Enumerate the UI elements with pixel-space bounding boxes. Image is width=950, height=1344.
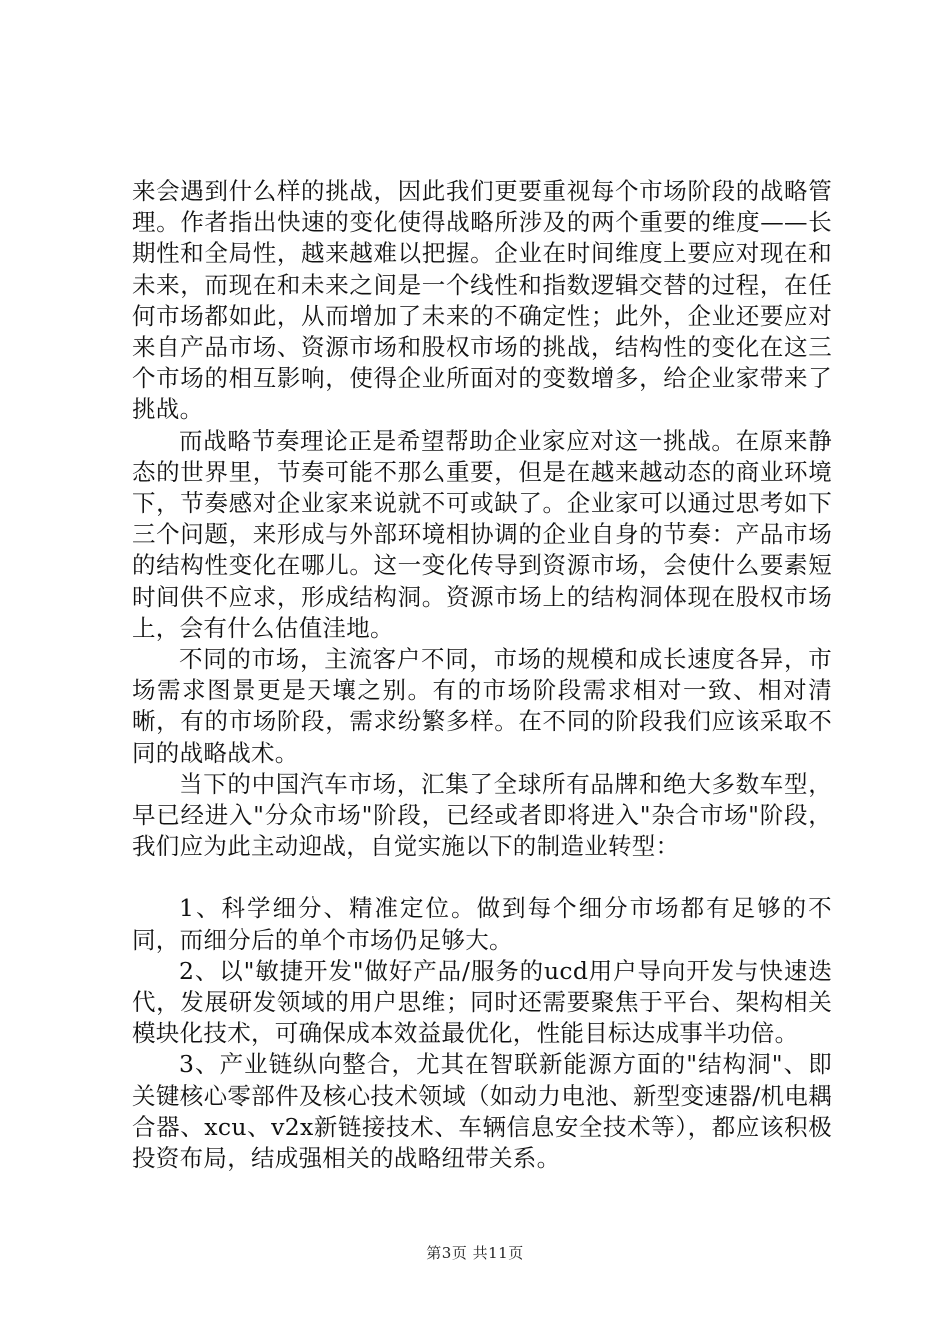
paragraph-spacer <box>132 862 832 893</box>
paragraph: 不同的市场，主流客户不同，市场的规模和成长速度各异，市场需求图景更是天壤之别。有的市场阶段需求相对一致、相对清晰，有的市场阶段，需求纷繁多样。在不同的阶段我们应该采取不同的战略战术。 <box>132 645 832 767</box>
document-body <box>132 176 832 1174</box>
list-item: 3、产业链纵向整合，尤其在智联新能源方面的"结构洞"、即关键核心零部件及核心技术领域（如动力电池、新型变速器/机电耦合器、xcu、v2x新链接技术、车辆信息安全技术等），都应该积极投资布局，结成强相关的战略纽带关系。 <box>132 1050 832 1173</box>
list-item: 2、以"敏捷开发"做好产品/服务的ucd用户导向开发与快速迭代，发展研发领域的用户思维；同时还需要聚焦于平台、架构相关模块化技术，可确保成本效益最优化，性能目标达成事半功倍。 <box>132 956 832 1048</box>
list-item: 1、科学细分、精准定位。做到每个细分市场都有足够的不同，而细分后的单个市场仍足够大。 <box>132 894 832 954</box>
paragraph: 而战略节奏理论正是希望帮助企业家应对这一挑战。在原来静态的世界里，节奏可能不那么重要，但是在越来越动态的商业环境下，节奏感对企业家来说就不可或缺了。企业家可以通过思考如下三个问题，来形成与外部环境相协调的企业自身的节奏：产品市场的结构性变化在哪儿。这一变化传导到资源市场，会使什么要素短时间供不应求，形成结构洞。资源市场上的结构洞体现在股权市场上，会有什么估值洼地。 <box>132 426 832 642</box>
page-number-footer: 第3页 共11页 <box>426 1244 524 1262</box>
paragraph: 来会遇到什么样的挑战，因此我们更要重视每个市场阶段的战略管理。作者指出快速的变化使得战略所涉及的两个重要的维度——长期性和全局性，越来越难以把握。企业在时间维度上要应对现在和未来，而现在和未来之间是一个线性和指数逻辑交替的过程，在任何市场都如此，从而增加了未来的不确定性；此外，企业还要应对来自产品市场、资源市场和股权市场的挑战，结构性的变化在这三个市场的相互影响，使得企业所面对的变数增多，给企业家带来了挑战。 <box>132 177 832 424</box>
paragraph: 当下的中国汽车市场，汇集了全球所有品牌和绝大多数车型，早已经进入"分众市场"阶段，已经或者即将进入"杂合市场"阶段，我们应为此主动迎战，自觉实施以下的制造业转型： <box>132 769 832 861</box>
